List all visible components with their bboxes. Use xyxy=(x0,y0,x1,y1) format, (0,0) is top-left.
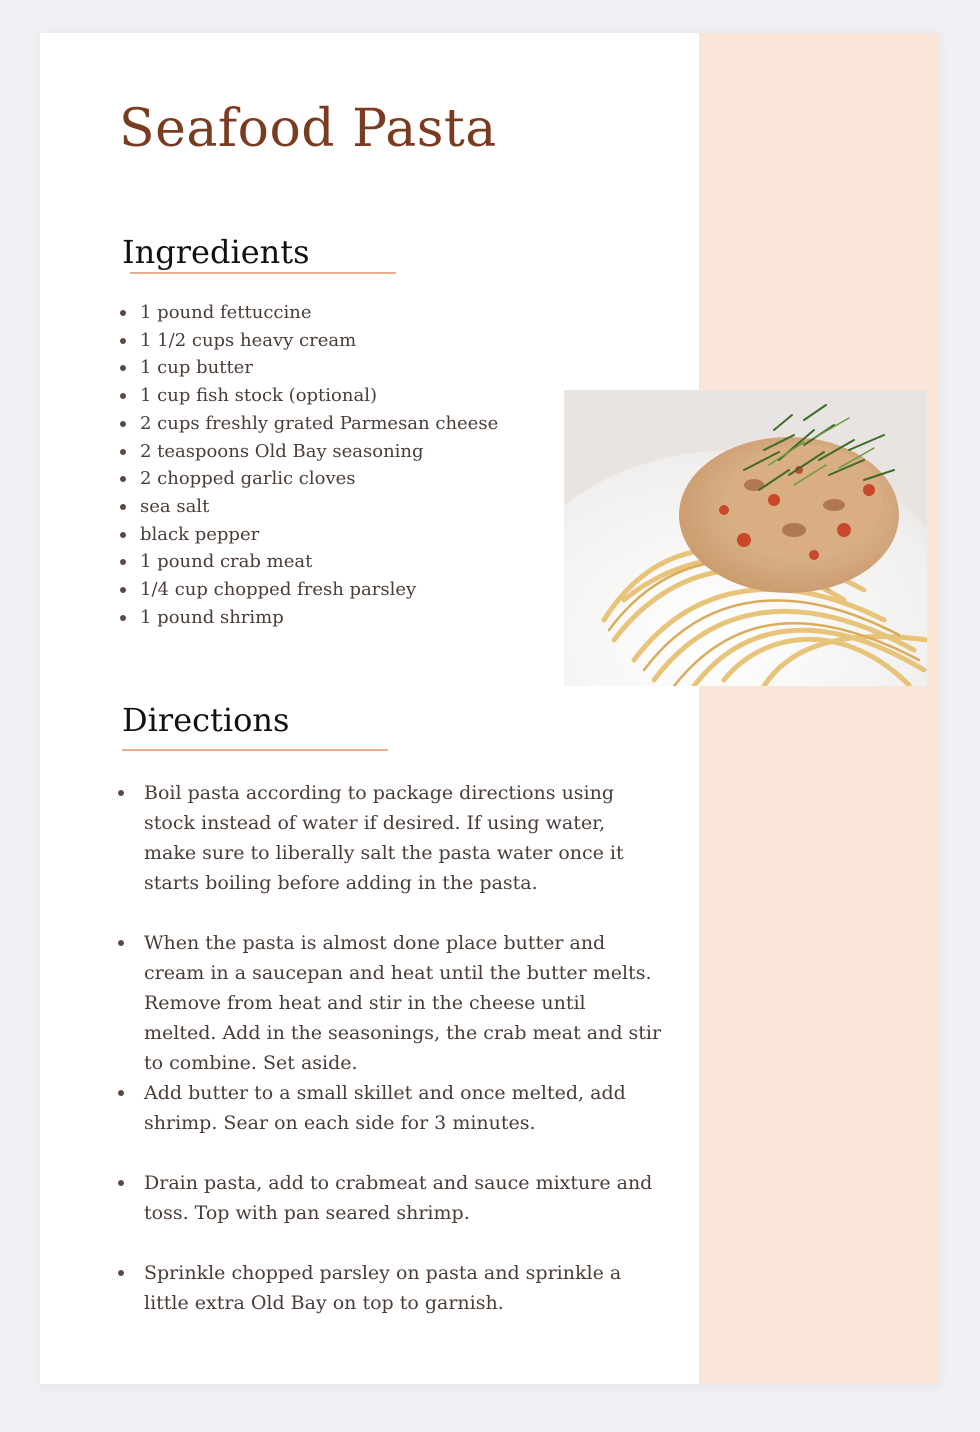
ingredient-item: 2 chopped garlic cloves xyxy=(120,465,498,493)
ingredient-item: 1/4 cup chopped fresh parsley xyxy=(120,576,498,604)
seafood-pasta-photo xyxy=(564,390,927,686)
ingredient-item: sea salt xyxy=(120,493,498,521)
ingredient-item: 1 pound shrimp xyxy=(120,604,498,632)
direction-step: Drain pasta, add to crabmeat and sauce mixture and toss. Top with pan seared shrimp. xyxy=(118,1168,663,1228)
ingredients-underline xyxy=(130,272,396,274)
ingredient-item: 1 cup fish stock (optional) xyxy=(120,382,498,410)
recipe-card xyxy=(40,33,940,1384)
directions-list xyxy=(118,778,663,1318)
ingredient-item: 1 pound crab meat xyxy=(120,548,498,576)
recipe-title: Seafood Pasta xyxy=(119,99,497,159)
direction-step: Sprinkle chopped parsley on pasta and sprinkle a little extra Old Bay on top to garnish. xyxy=(118,1258,663,1318)
side-accent-panel xyxy=(699,33,940,1384)
ingredients-heading: Ingredients xyxy=(122,233,310,271)
direction-step: Add butter to a small skillet and once melted, add shrimp. Sear on each side for 3 minutes. xyxy=(118,1078,663,1138)
ingredient-item: 1 cup butter xyxy=(120,354,498,382)
ingredient-item: 1 1/2 cups heavy cream xyxy=(120,327,498,355)
directions-heading: Directions xyxy=(122,701,290,739)
ingredients-list xyxy=(120,299,498,631)
ingredient-item: 2 cups freshly grated Parmesan cheese xyxy=(120,410,498,438)
ingredient-item: black pepper xyxy=(120,521,498,549)
directions-underline xyxy=(122,749,388,751)
ingredient-item: 1 pound fettuccine xyxy=(120,299,498,327)
ingredient-item: 2 teaspoons Old Bay seasoning xyxy=(120,438,498,466)
direction-step: When the pasta is almost done place butter and cream in a saucepan and heat until the butter melts. Remove from heat and stir in the cheese until melted. Add in the seasonings, the crab meat and stir to combine. Set aside. xyxy=(118,928,663,1078)
direction-step: Boil pasta according to package directions using stock instead of water if desired. If using water, make sure to liberally salt the pasta water once it starts boiling before adding in the pasta. xyxy=(118,778,663,898)
